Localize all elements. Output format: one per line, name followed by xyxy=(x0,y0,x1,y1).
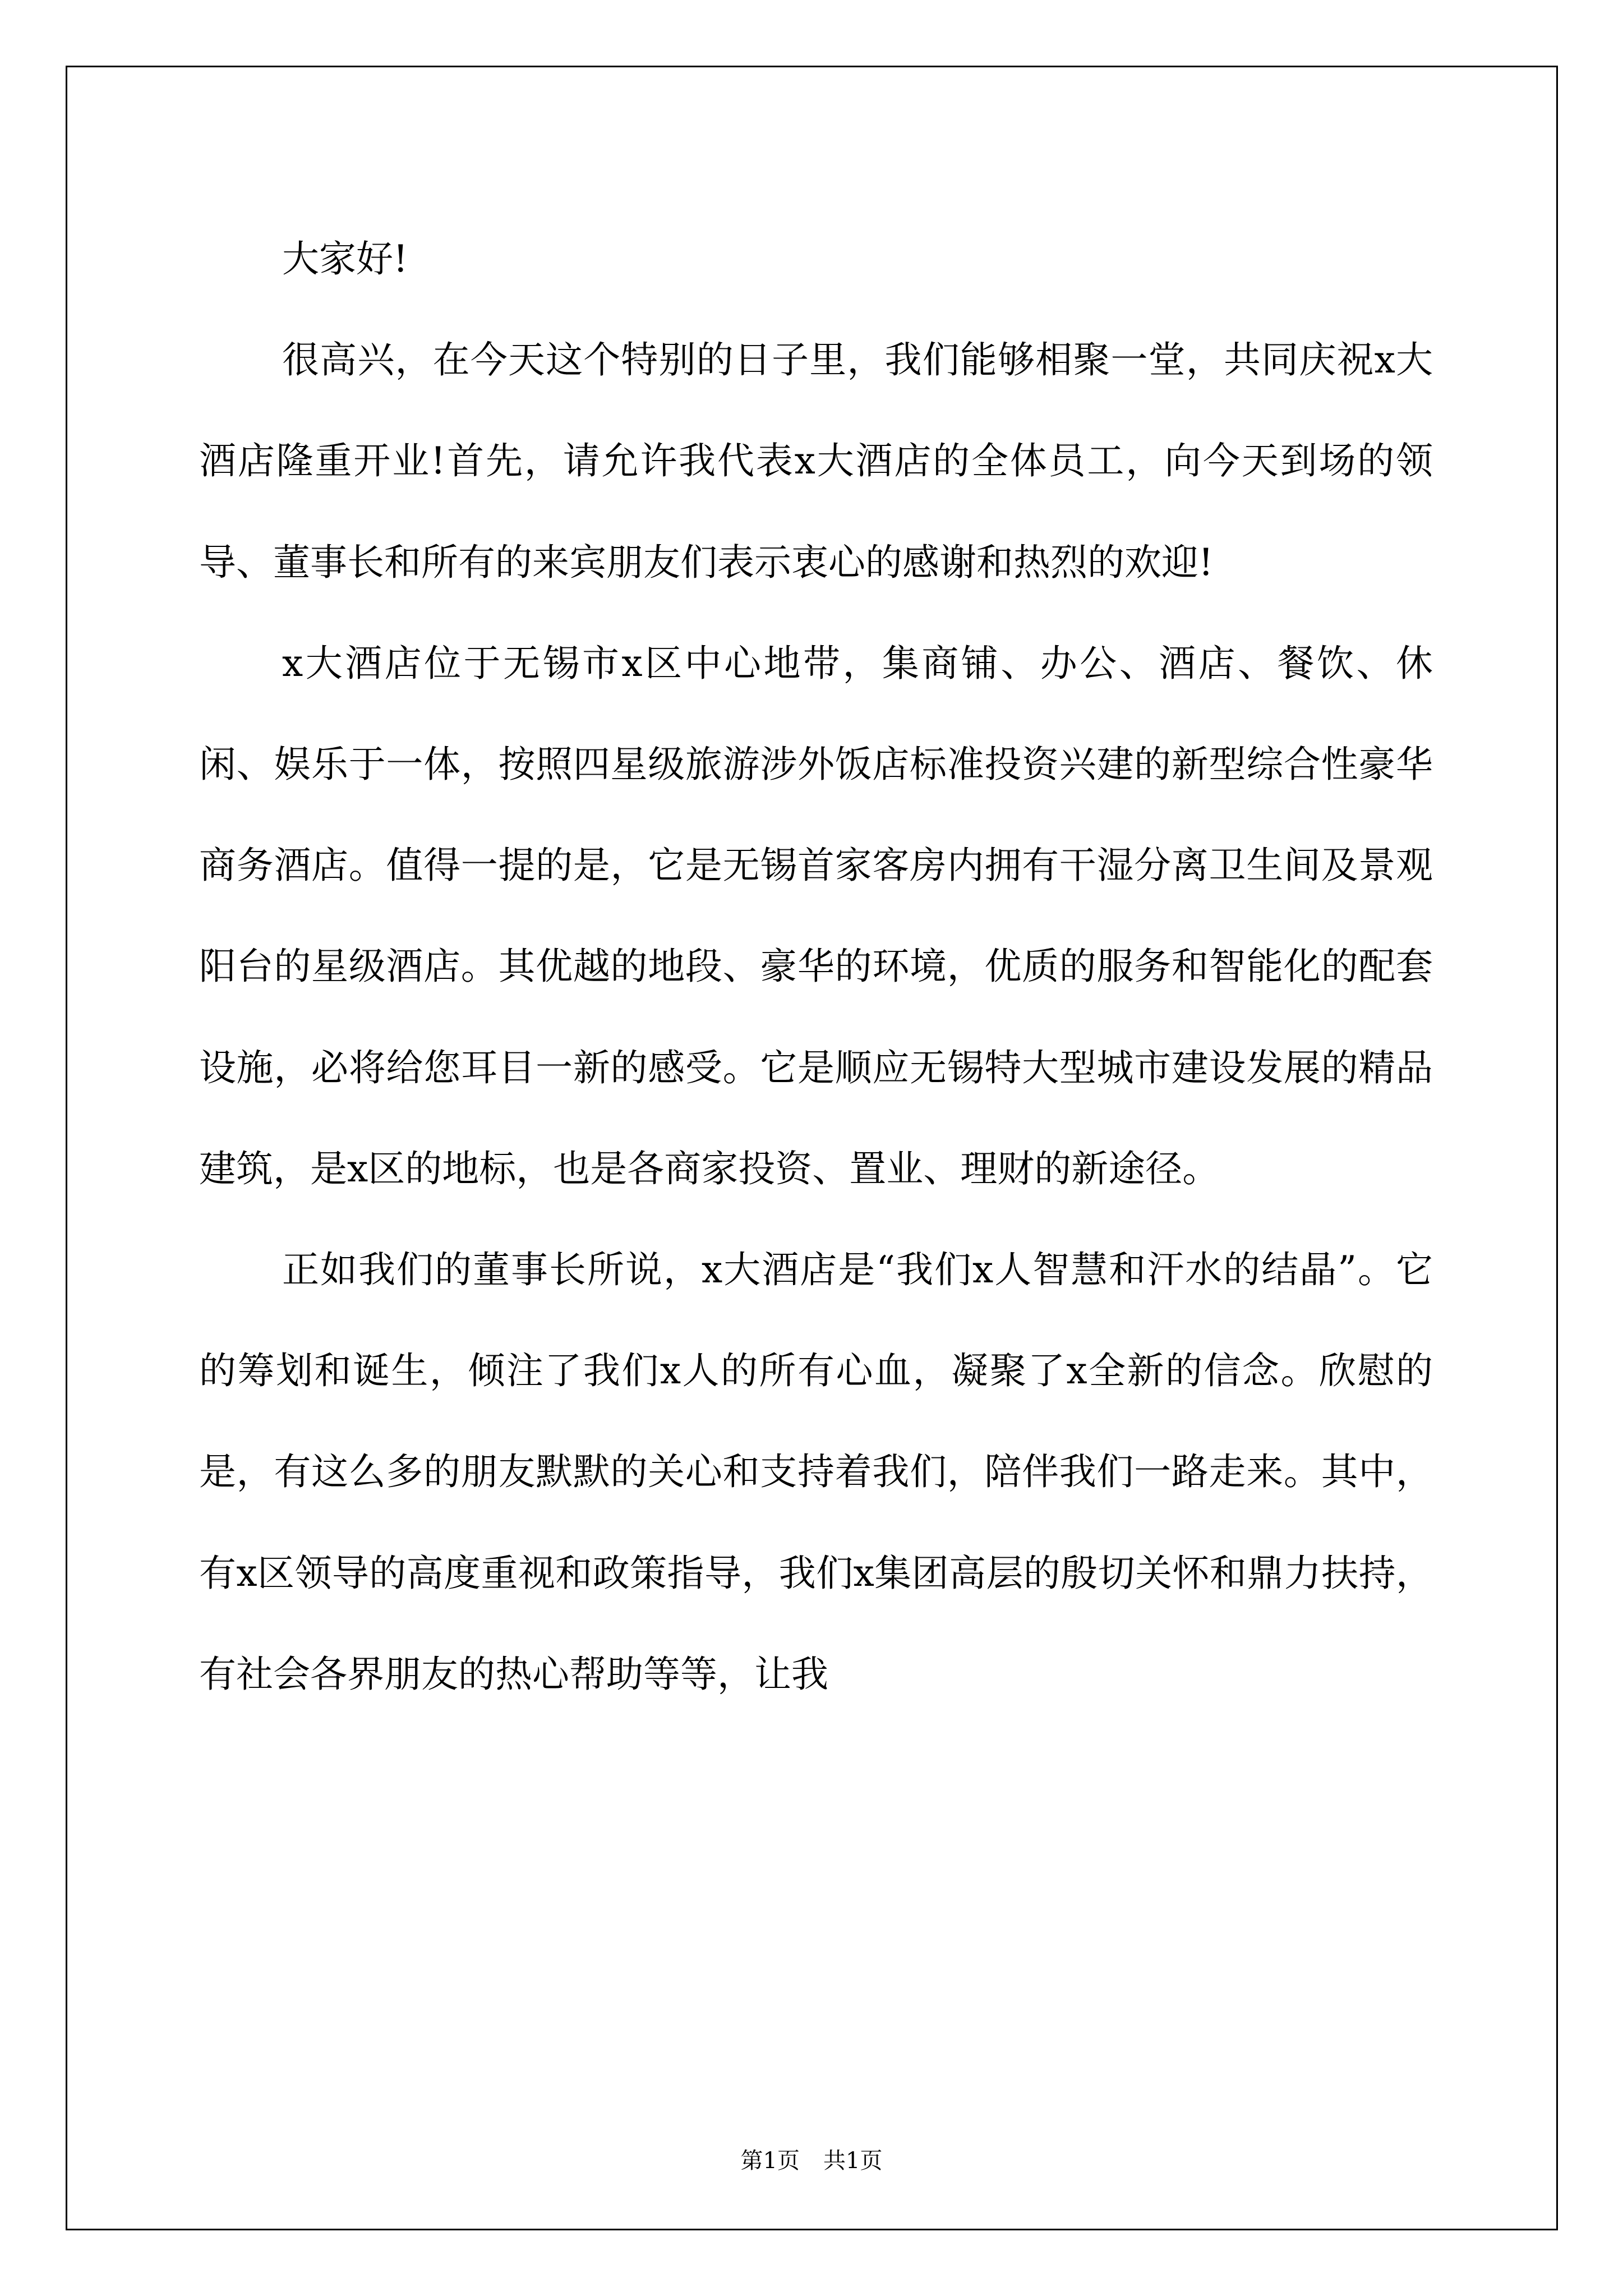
paragraph-opening: 很高兴，在今天这个特别的日子里，我们能够相聚一堂，共同庆祝x大酒店隆重开业!首先，请允许我代表x大酒店的全体员工，向今天到场的领导、董事长和所有的来宾朋友们表示衷心的感谢和热烈的欢迎! xyxy=(199,338,1433,584)
paragraph-hotel-intro: x大酒店位于无锡市x区中心地带，集商铺、办公、酒店、餐饮、休闲、娱乐于一体，按照四星级旅游涉外饭店标准投资兴建的新型综合性豪华商务酒店。值得一提的是，它是无锡首家客房内拥有干湿分离卫生间及景观阳台的星级酒店。其优越的地段、豪华的环境，优质的服务和智能化的配套设施，必将给您耳目一新的感受。它是顺应无锡特大型城市建设发展的精品建筑，是x区的地标，也是各商家投资、置业、理财的新途径。 xyxy=(199,641,1433,1190)
paragraph-chairman-quote: 正如我们的董事长所说，x大酒店是“我们x人智慧和汗水的结晶”。它的筹划和诞生，倾注了我们x人的所有心血，凝聚了x全新的信念。欣慰的是，有这么多的朋友默默的关心和支持着我们，陪伴我们一路走来。其中，有x区领导的高度重视和政策指导，我们x集团高层的殷切关怀和鼎力扶持，有社会各界朋友的热心帮助等等，让我 xyxy=(199,1248,1433,1696)
document-body xyxy=(199,209,1433,1725)
page-footer xyxy=(0,2143,1623,2175)
page-number: 第1页 xyxy=(740,2148,800,2174)
total-pages: 共1页 xyxy=(823,2148,883,2174)
paragraph-greeting: 大家好! xyxy=(282,237,408,280)
